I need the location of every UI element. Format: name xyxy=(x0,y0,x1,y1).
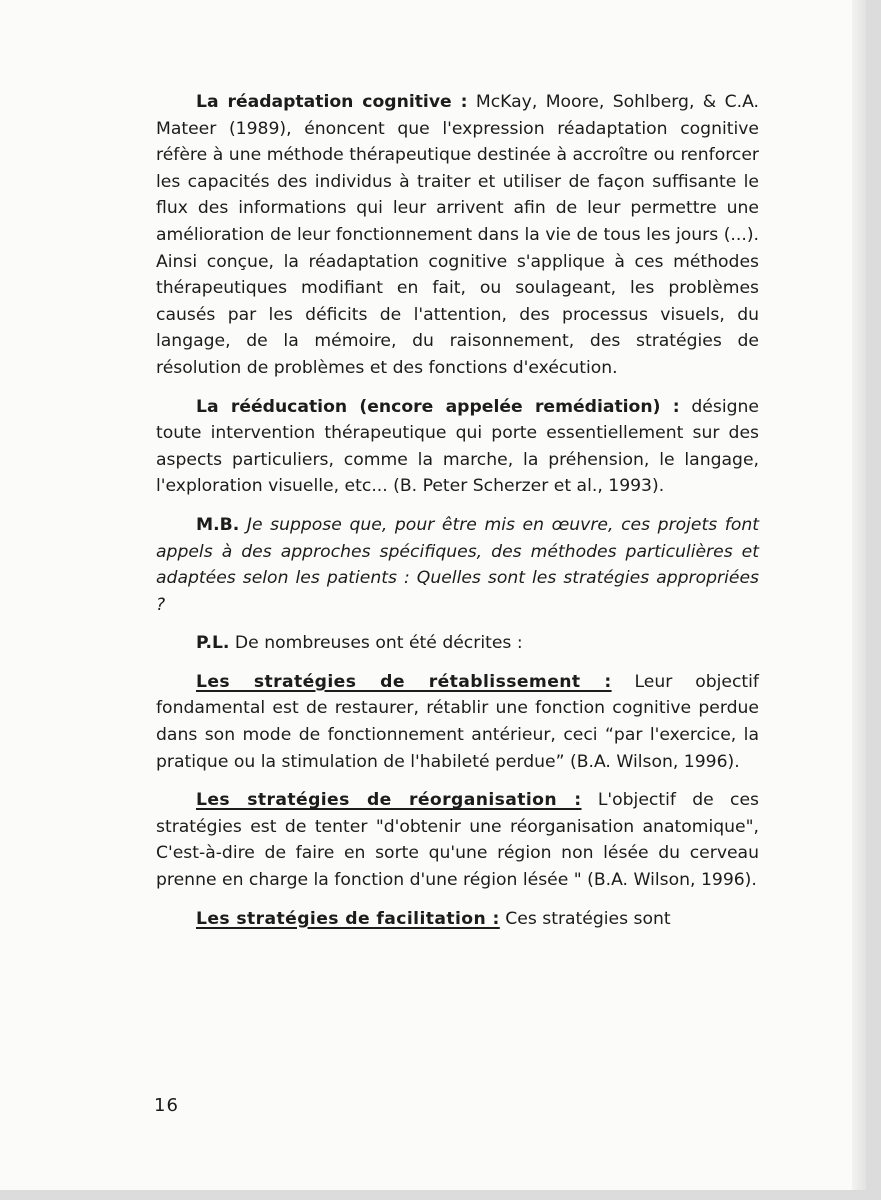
term-readaptation-cognitive: La réadaptation cognitive : xyxy=(196,92,468,112)
speaker-mb: M.B. xyxy=(196,514,240,535)
question-text: Je suppose que, pour être mis en œuvre, ces projets font appels à des approches spécifiques, des méthodes particulières et adaptées selon les patients : Quelles sont les stratégies appropriées ? xyxy=(156,514,759,615)
heading-strategies-reorganisation: Les stratégies de réorganisation : xyxy=(196,790,582,811)
text-strategies-facilitation: Ces stratégies sont xyxy=(499,908,671,929)
term-reeducation: La rééducation (encore appelée remédiation) : xyxy=(196,396,680,417)
paragraph-strategies-facilitation xyxy=(156,906,759,933)
heading-strategies-retablissement: Les stratégies de rétablissement : xyxy=(196,671,612,692)
paragraph-answer-pl xyxy=(156,630,759,657)
text-strategies-reorganisation: L'objectif de ces stratégies est de tenter "d'obtenir une réorganisation anatomique", C'est-à-dire de faire en sorte qu'une région non lésée du cerveau prenne en charge la fonction d'une région lésée " (B.A. Wilson, 1996). xyxy=(156,790,760,891)
body-text xyxy=(156,89,759,944)
paragraph-readaptation-cognitive xyxy=(156,89,759,382)
text-strategies-retablissement: Leur objectif fondamental est de restaurer, rétablir une fonction cognitive perdue dans son mode de fonctionnement antérieur, ceci “par l'exercice, la pratique ou la stimulation de l'habileté perdue” (B.A. Wilson, 1996). xyxy=(156,671,759,772)
heading-strategies-facilitation: Les stratégies de facilitation : xyxy=(196,908,500,929)
answer-text: De nombreuses ont été décrites : xyxy=(229,633,523,654)
paragraph-question-mb xyxy=(156,512,759,618)
page-number: 16 xyxy=(154,1095,179,1116)
paragraph-strategies-reorganisation xyxy=(156,787,759,893)
definition-reeducation: désigne toute intervention thérapeutique qui porte essentiellement sur des aspects particuliers, comme la marche, la préhension, le langage, l'exploration visuelle, etc... (B. Peter Scherzer et al., 1993). xyxy=(156,396,759,497)
paragraph-strategies-retablissement xyxy=(156,669,759,775)
definition-readaptation-cognitive: McKay, Moore, Sohlberg, & C.A. Mateer (1989), énoncent que l'expression réadaptation cognitive réfère à une méthode thérapeutique destinée à accroître ou renforcer les capacités des individus à traiter et utiliser de façon suffisante le flux des informations qui leur arrivent afin de leur permettre une amélioration de leur fonctionnement dans la vie de tous les jours (...). Ainsi conçue, la réadaptation cognitive s'applique à ces méthodes thérapeutiques modifiant en fait, ou soulageant, les problèmes causés par les déficits de l'attention, des processus visuels, du langage, de la mémoire, du raisonnement, des stratégies de résolution de problèmes et des fonctions d'exécution. xyxy=(156,92,759,378)
paragraph-reeducation xyxy=(156,394,759,500)
speaker-pl: P.L. xyxy=(196,633,230,654)
